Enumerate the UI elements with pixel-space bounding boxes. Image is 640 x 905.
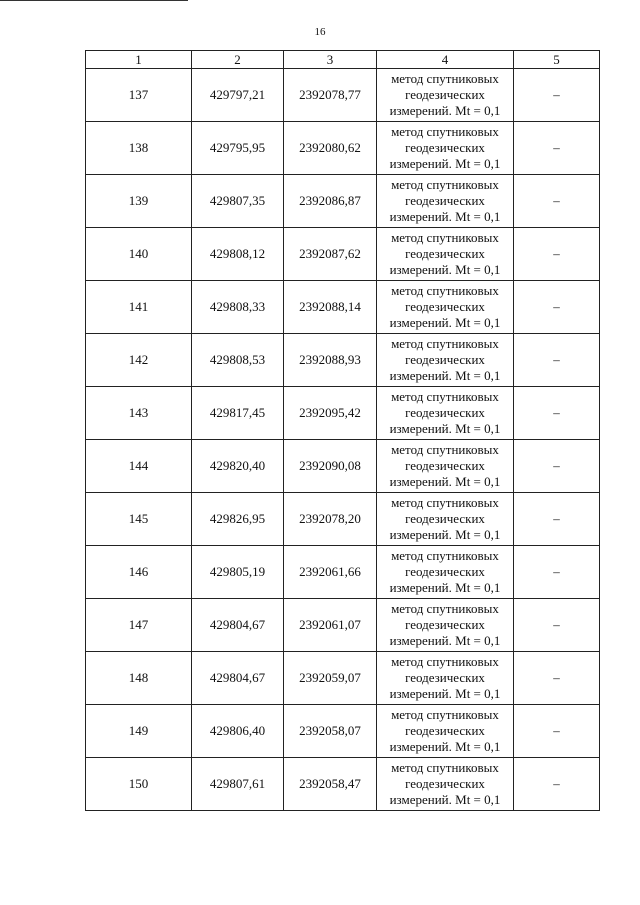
table-row <box>86 546 600 599</box>
point-number-cell: 143 <box>86 387 192 440</box>
method-line: метод спутниковых <box>391 283 499 298</box>
method-line: геодезических <box>405 352 485 367</box>
method-cell <box>377 758 514 811</box>
y-coordinate-cell: 2392058,47 <box>284 758 377 811</box>
top-rule <box>0 0 188 1</box>
method-cell <box>377 546 514 599</box>
note-cell: – <box>514 69 600 122</box>
method-cell <box>377 334 514 387</box>
page-number: 16 <box>314 26 326 38</box>
method-line: метод спутниковых <box>391 442 499 457</box>
x-coordinate-cell: 429820,40 <box>192 440 284 493</box>
method-line: измерений. Mt = 0,1 <box>389 156 501 171</box>
method-line: измерений. Mt = 0,1 <box>389 527 501 542</box>
point-number-cell: 144 <box>86 440 192 493</box>
table-row <box>86 758 600 811</box>
method-line: геодезических <box>405 246 485 261</box>
x-coordinate-cell: 429817,45 <box>192 387 284 440</box>
method-line: геодезических <box>405 723 485 738</box>
table-body <box>86 51 600 811</box>
method-line: геодезических <box>405 405 485 420</box>
point-number-cell: 148 <box>86 652 192 705</box>
method-line: измерений. Mt = 0,1 <box>389 103 501 118</box>
y-coordinate-cell: 2392061,07 <box>284 599 377 652</box>
y-coordinate-cell: 2392086,87 <box>284 175 377 228</box>
method-line: измерений. Mt = 0,1 <box>389 686 501 701</box>
y-coordinate-cell: 2392080,62 <box>284 122 377 175</box>
method-line: измерений. Mt = 0,1 <box>389 421 501 436</box>
method-cell <box>377 175 514 228</box>
note-cell: – <box>514 599 600 652</box>
point-number-cell: 137 <box>86 69 192 122</box>
table-row <box>86 599 600 652</box>
method-cell <box>377 69 514 122</box>
x-coordinate-cell: 429797,21 <box>192 69 284 122</box>
y-coordinate-cell: 2392058,07 <box>284 705 377 758</box>
x-coordinate-cell: 429808,12 <box>192 228 284 281</box>
method-line: геодезических <box>405 458 485 473</box>
method-line: измерений. Mt = 0,1 <box>389 262 501 277</box>
note-cell: – <box>514 281 600 334</box>
header-cell-3: 3 <box>284 51 377 69</box>
x-coordinate-cell: 429808,33 <box>192 281 284 334</box>
point-number-cell: 149 <box>86 705 192 758</box>
point-number-cell: 145 <box>86 493 192 546</box>
header-cell-5: 5 <box>514 51 600 69</box>
method-line: геодезических <box>405 193 485 208</box>
table-row <box>86 705 600 758</box>
table-row <box>86 493 600 546</box>
table-row <box>86 652 600 705</box>
point-number-cell: 146 <box>86 546 192 599</box>
y-coordinate-cell: 2392095,42 <box>284 387 377 440</box>
table-header-row <box>86 51 600 69</box>
table-row <box>86 122 600 175</box>
note-cell: – <box>514 387 600 440</box>
method-line: геодезических <box>405 299 485 314</box>
x-coordinate-cell: 429807,35 <box>192 175 284 228</box>
method-line: геодезических <box>405 511 485 526</box>
method-line: измерений. Mt = 0,1 <box>389 209 501 224</box>
method-line: метод спутниковых <box>391 389 499 404</box>
point-number-cell: 150 <box>86 758 192 811</box>
point-number-cell: 142 <box>86 334 192 387</box>
method-line: метод спутниковых <box>391 495 499 510</box>
method-line: измерений. Mt = 0,1 <box>389 739 501 754</box>
table-row <box>86 175 600 228</box>
method-line: метод спутниковых <box>391 124 499 139</box>
method-line: геодезических <box>405 87 485 102</box>
method-line: геодезических <box>405 670 485 685</box>
point-number-cell: 139 <box>86 175 192 228</box>
note-cell: – <box>514 546 600 599</box>
table-row <box>86 440 600 493</box>
coordinates-table <box>85 50 600 811</box>
method-cell <box>377 440 514 493</box>
header-cell-2: 2 <box>192 51 284 69</box>
method-line: метод спутниковых <box>391 707 499 722</box>
method-line: метод спутниковых <box>391 230 499 245</box>
y-coordinate-cell: 2392059,07 <box>284 652 377 705</box>
x-coordinate-cell: 429795,95 <box>192 122 284 175</box>
table-row <box>86 69 600 122</box>
point-number-cell: 147 <box>86 599 192 652</box>
method-cell <box>377 281 514 334</box>
method-cell <box>377 599 514 652</box>
method-line: метод спутниковых <box>391 760 499 775</box>
point-number-cell: 141 <box>86 281 192 334</box>
x-coordinate-cell: 429826,95 <box>192 493 284 546</box>
y-coordinate-cell: 2392078,77 <box>284 69 377 122</box>
method-line: метод спутниковых <box>391 71 499 86</box>
x-coordinate-cell: 429807,61 <box>192 758 284 811</box>
method-line: метод спутниковых <box>391 548 499 563</box>
note-cell: – <box>514 758 600 811</box>
x-coordinate-cell: 429806,40 <box>192 705 284 758</box>
method-cell <box>377 652 514 705</box>
header-cell-4: 4 <box>377 51 514 69</box>
x-coordinate-cell: 429804,67 <box>192 599 284 652</box>
y-coordinate-cell: 2392088,14 <box>284 281 377 334</box>
method-cell <box>377 228 514 281</box>
table-row <box>86 228 600 281</box>
method-line: измерений. Mt = 0,1 <box>389 792 501 807</box>
header-cell-1: 1 <box>86 51 192 69</box>
note-cell: – <box>514 440 600 493</box>
note-cell: – <box>514 334 600 387</box>
method-line: измерений. Mt = 0,1 <box>389 580 501 595</box>
method-line: метод спутниковых <box>391 601 499 616</box>
note-cell: – <box>514 228 600 281</box>
y-coordinate-cell: 2392090,08 <box>284 440 377 493</box>
point-number-cell: 138 <box>86 122 192 175</box>
y-coordinate-cell: 2392061,66 <box>284 546 377 599</box>
note-cell: – <box>514 175 600 228</box>
y-coordinate-cell: 2392078,20 <box>284 493 377 546</box>
x-coordinate-cell: 429804,67 <box>192 652 284 705</box>
x-coordinate-cell: 429808,53 <box>192 334 284 387</box>
method-line: метод спутниковых <box>391 336 499 351</box>
note-cell: – <box>514 122 600 175</box>
method-line: измерений. Mt = 0,1 <box>389 315 501 330</box>
table-row <box>86 387 600 440</box>
y-coordinate-cell: 2392088,93 <box>284 334 377 387</box>
method-line: метод спутниковых <box>391 177 499 192</box>
y-coordinate-cell: 2392087,62 <box>284 228 377 281</box>
method-cell <box>377 387 514 440</box>
method-cell <box>377 705 514 758</box>
note-cell: – <box>514 652 600 705</box>
method-line: измерений. Mt = 0,1 <box>389 633 501 648</box>
method-line: геодезических <box>405 140 485 155</box>
x-coordinate-cell: 429805,19 <box>192 546 284 599</box>
method-line: измерений. Mt = 0,1 <box>389 368 501 383</box>
note-cell: – <box>514 493 600 546</box>
note-cell: – <box>514 705 600 758</box>
table-row <box>86 334 600 387</box>
method-line: геодезических <box>405 617 485 632</box>
method-cell <box>377 493 514 546</box>
method-line: измерений. Mt = 0,1 <box>389 474 501 489</box>
method-cell <box>377 122 514 175</box>
method-line: метод спутниковых <box>391 654 499 669</box>
method-line: геодезических <box>405 776 485 791</box>
method-line: геодезических <box>405 564 485 579</box>
table-row <box>86 281 600 334</box>
point-number-cell: 140 <box>86 228 192 281</box>
